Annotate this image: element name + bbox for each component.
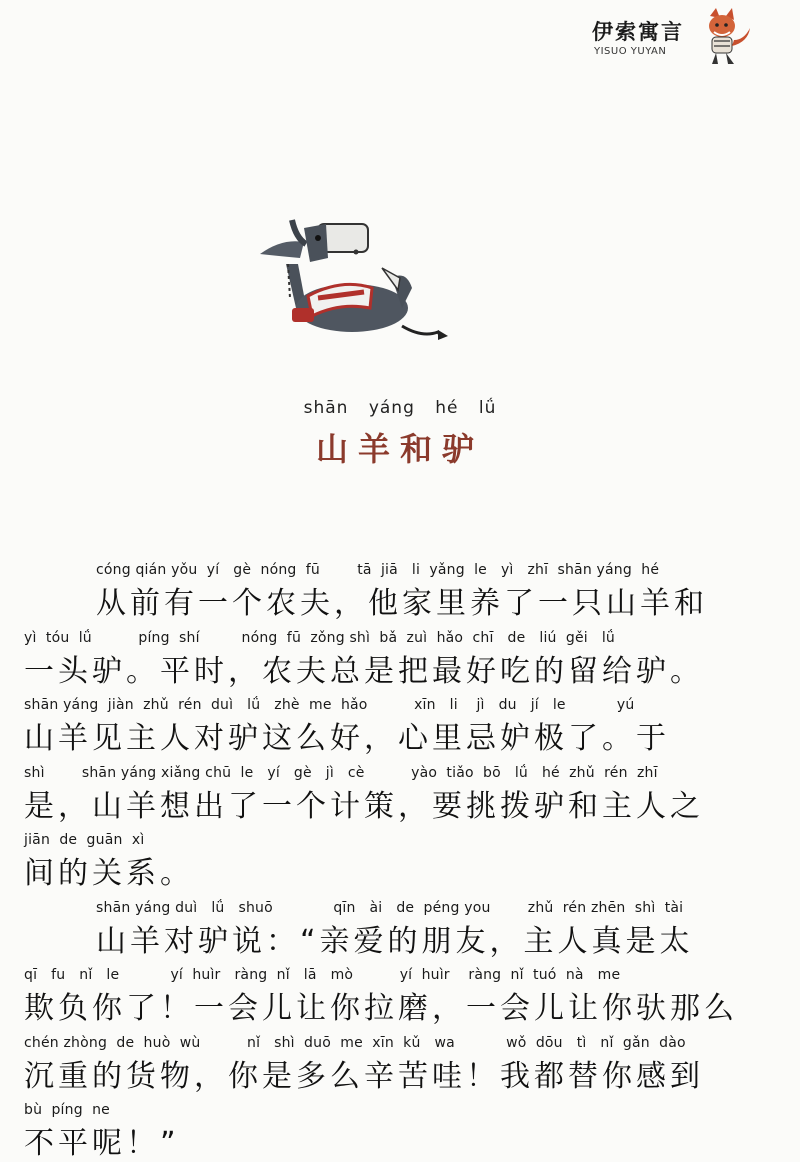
line-hanzi: 沉重的货物，你是多么辛苦哇！我都替你感到 xyxy=(24,1058,704,1094)
line-pinyin: cóng qián yǒu yí gè nóng fū tā jiā li yǎng le yì zhī shān yáng hé xyxy=(96,562,660,578)
series-name: 伊索寓言 xyxy=(592,20,684,44)
line-pinyin: bù píng ne xyxy=(24,1102,110,1118)
page-title: 山羊和驴 xyxy=(315,430,484,468)
donkey-illustration xyxy=(252,208,452,348)
line-hanzi: 山羊见主人对驴这么好，心里忌妒极了。于 xyxy=(24,721,670,756)
line-hanzi: 间的关系。 xyxy=(24,856,194,891)
line-hanzi: 从前有一个农夫，他家里养了一只山羊和 xyxy=(96,586,708,621)
line-pinyin: qī fu nǐ le yí huìr ràng nǐ lā mò yí huìr ràng nǐ tuó nà me xyxy=(24,967,621,983)
fox-mascot-icon xyxy=(692,6,754,70)
line-pinyin: shān yáng jiàn zhǔ rén duì lǘ zhè me hǎo xīn li jì du jí le yú xyxy=(24,697,635,713)
line-pinyin: chén zhòng de huò wù nǐ shì duō me xīn kǔ wa wǒ dōu tì nǐ gǎn dào xyxy=(24,1034,686,1051)
series-logo xyxy=(590,14,760,70)
line-hanzi: 欺负你了！一会儿让你拉磨，一会儿让你驮那么 xyxy=(24,991,738,1026)
line-hanzi: 是，山羊想出了一个计策，要挑拨驴和主人之 xyxy=(24,788,704,824)
line-pinyin: jiān de guān xì xyxy=(24,832,145,848)
series-latin: YISUO YUYAN xyxy=(594,46,667,57)
title-pinyin: shān yáng hé lǘ xyxy=(303,398,497,418)
line-hanzi: 不平呢！” xyxy=(24,1126,180,1161)
line-pinyin: shān yáng duì lǘ shuō qīn ài de péng you zhǔ rén zhēn shì tài xyxy=(96,899,684,916)
line-hanzi: 一头驴。平时，农夫总是把最好吃的留给驴。 xyxy=(24,653,704,689)
line-pinyin: yì tóu lǘ píng shí nóng fū zǒng shì bǎ zuì hǎo chī de liú gěi lǘ xyxy=(24,629,616,646)
line-hanzi: 山羊对驴说：“亲爱的朋友，主人真是太 xyxy=(96,923,694,959)
line-pinyin: shì shān yáng xiǎng chū le yí gè jì cè yào tiǎo bō lǘ hé zhǔ rén zhī xyxy=(24,764,658,781)
